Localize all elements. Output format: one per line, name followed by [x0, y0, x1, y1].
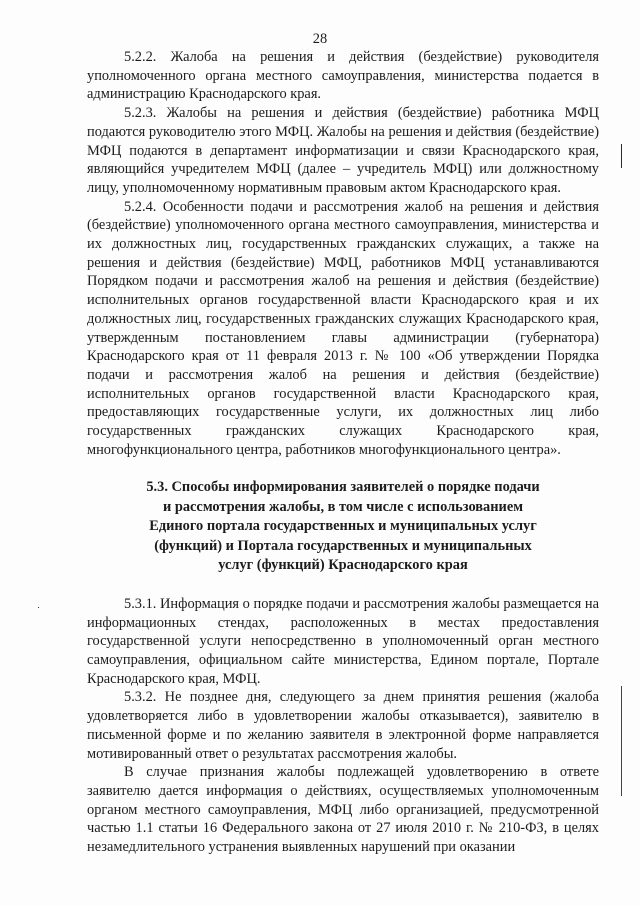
- scan-artifact: [621, 686, 622, 796]
- section-heading-line: 5.3. Способы информирования заявителей о порядке подачи: [146, 479, 540, 496]
- section-heading-line: (функций) и Портала государственных и муниципальных: [154, 537, 532, 554]
- paragraph-5-2-2: 5.2.2. Жалоба на решения и действия (бездействие) руководителя уполномоченного органа местного самоуправления, министерства подается в администрацию Краснодарского края.: [87, 49, 599, 103]
- section-heading-5-3: [97, 478, 589, 576]
- paragraph-5-3-1: 5.3.1. Информация о порядке подачи и рассмотрения жалобы размещается на информационных стендах, расположенных в местах предоставления государственной услуги непосредственно в уполномоченный орган местного самоуправления, официальном сайте министерства, Едином портале, Портале Краснодарского края, МФЦ.: [87, 595, 599, 687]
- document-body: [87, 48, 599, 857]
- section-heading-line: Единого портала государственных и муниципальных услуг: [149, 518, 537, 535]
- page-number: 28: [312, 31, 328, 47]
- section-heading-line: услуг (функций) Краснодарского края: [218, 557, 468, 574]
- paragraph-5-2-3: 5.2.3. Жалобы на решения и действия (бездействие) работника МФЦ подаются руководителю этого МФЦ. Жалобы на решения и действия (бездействие) МФЦ подаются в департамент информатизации и связи Краснодарского края, являющийся учредителем МФЦ (далее – учредитель МФЦ) или должностному лицу, уполномоченному нормативным правовым актом Краснодарского края.: [87, 105, 599, 196]
- scan-artifact: [38, 607, 39, 608]
- paragraph-5-2-4: 5.2.4. Особенности подачи и рассмотрения жалоб на решения и действия (бездействие) уполномоченного органа местного самоуправления, министерства и их должностных лиц, государственных гражданских служащих, а также на решения и действия (бездействие) МФЦ, работников МФЦ устанавливаются Порядком подачи и рассмотрения жалоб на решения и действия (бездействие) исполнительных органов государственной власти Краснодарского края и их должностных лиц, государственных гражданских служащих Краснодарского края, утвержденным постановлением главы администрации (губернатора) Краснодарского края от 11 февраля 2013 г. № 100 «Об утверждении Порядка подачи и рассмотрения жалоб на решения и действия (бездействие) исполнительных органов государственной власти Краснодарского края, предоставляющих государственные услуги, их должностных лиц либо государственных гражданских служащих Краснодарского края, многофункционального центра, работников многофункционального центра».: [87, 198, 599, 458]
- paragraph-satisfaction-case: В случае признания жалобы подлежащей удовлетворению в ответе заявителю дается информация о действиях, осуществляемых уполномоченным органом местного самоуправления, МФЦ либо организацией, предусмотренной частью 1.1 статьи 16 Федерального закона от 27 июля 2010 г. № 210-ФЗ, в целях незамедлительного устранения выявленных нарушений при оказании: [87, 764, 599, 856]
- section-heading-line: и рассмотрения жалобы, в том числе с использованием: [162, 498, 524, 515]
- paragraph-5-3-2: 5.3.2. Не позднее дня, следующего за днем принятия решения (жалоба удовлетворяется либо в удовлетворении жалобы отказывается), заявителю в письменной форме и по желанию заявителя в электронной форме направляется мотивированный ответ о результатах рассмотрения жалобы.: [87, 689, 599, 762]
- scan-artifact: [621, 144, 622, 168]
